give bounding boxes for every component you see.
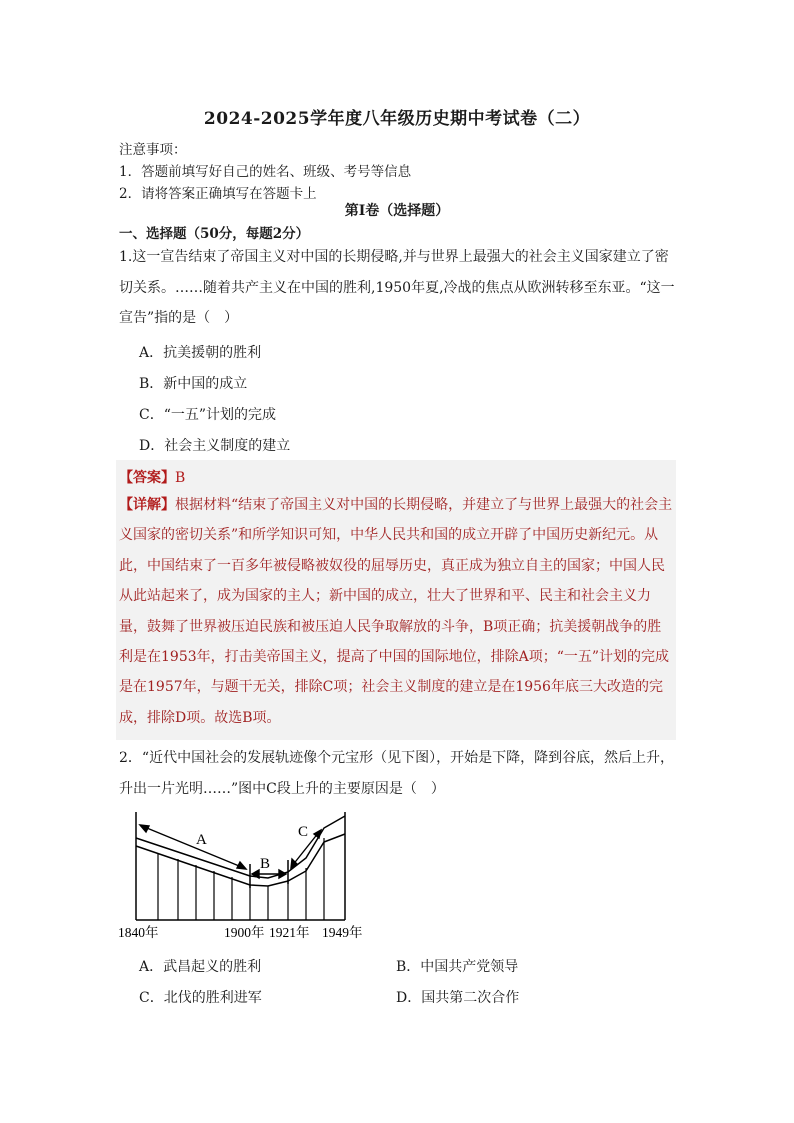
segment-label-a: A [196,832,207,848]
explanation-tag: 【详解】 [119,497,175,513]
q1-option-a[interactable]: A．抗美援朝的胜利 [139,345,262,361]
hatch-lines [158,838,324,920]
year-label-1921: 1921年 [269,925,310,940]
section-title: 第I卷（选择题） [344,203,450,219]
q2-option-a[interactable]: A．武昌起义的胜利 [139,959,262,975]
answer-tag: 【答案】 [119,470,175,486]
segment-label-c: C [298,824,309,840]
answer-value: B [175,470,186,486]
notes-item: 1．答题前填写好自己的姓名、班级、考号等信息 [119,164,412,180]
answer-line [119,467,185,487]
exam-title: 2024-2025学年度八年级历史期中考试卷（二） [203,109,591,129]
year-label-1949: 1949年 [322,925,363,940]
q1-option-b[interactable]: B．新中国的成立 [139,376,248,392]
q2-option-c[interactable]: C．北伐的胜利进军 [139,990,262,1006]
year-label-1840: 1840年 [118,925,159,940]
segment-label-b: B [260,856,271,872]
explanation-text [119,490,675,733]
notes-block [119,139,411,205]
year-label-1900: 1900年 [224,925,265,940]
q2-option-d[interactable]: D．国共第二次合作 [396,990,520,1006]
notes-item: 2．请将答案正确填写在答题卡上 [119,186,317,202]
question-2-text: 2．“近代中国社会的发展轨迹像个元宝形（见下图），开始是下降，降到谷底，然后上升，升出一片光明……”图中C段上升的主要原因是（ ） [119,750,675,797]
q1-option-c[interactable]: C．“一五”计划的完成 [139,407,277,423]
question-1-text: 1.这一宣告结束了帝国主义对中国的长期侵略,并与世界上最强大的社会主义国家建立了密切关系。……随着共产主义在中国的胜利,1950年夏,冷战的焦点从欧洲转移至东亚。“这一宣告”指的是（ ） [119,249,675,326]
lower-curve [136,834,345,886]
ingot-shape-diagram [116,808,376,944]
q1-option-d[interactable]: D．社会主义制度的建立 [139,438,291,454]
notes-heading: 注意事项： [119,142,187,158]
q2-option-b[interactable]: B．中国共产党领导 [396,959,519,975]
part-heading: 一、选择题（50分，每题2分） [119,226,310,242]
explanation-body: 根据材料“结束了帝国主义对中国的长期侵略，并建立了与世界上最强大的社会主义国家的密切关系”和所学知识可知，中华人民共和国的成立开辟了中国历史新纪元。从此，中国结束了一百多年被侵略被奴役的屈辱历史，真正成为独立自主的国家；中国人民从此站起来了，成为国家的主人；新中国的成立，壮大了世界和平、民主和社会主义力量，鼓舞了世界被压迫民族和被压迫人民争取解放的斗争，B项正确；抗美援朝战争的胜利是在1953年，打击美帝国主义，提高了中国的国际地位，排除A项；“一五”计划的完成是在1957年，与题干无关，排除C项；社会主义制度的建立是在1956年底三大改造的完成，排除D项。故选B项。 [119,497,673,726]
